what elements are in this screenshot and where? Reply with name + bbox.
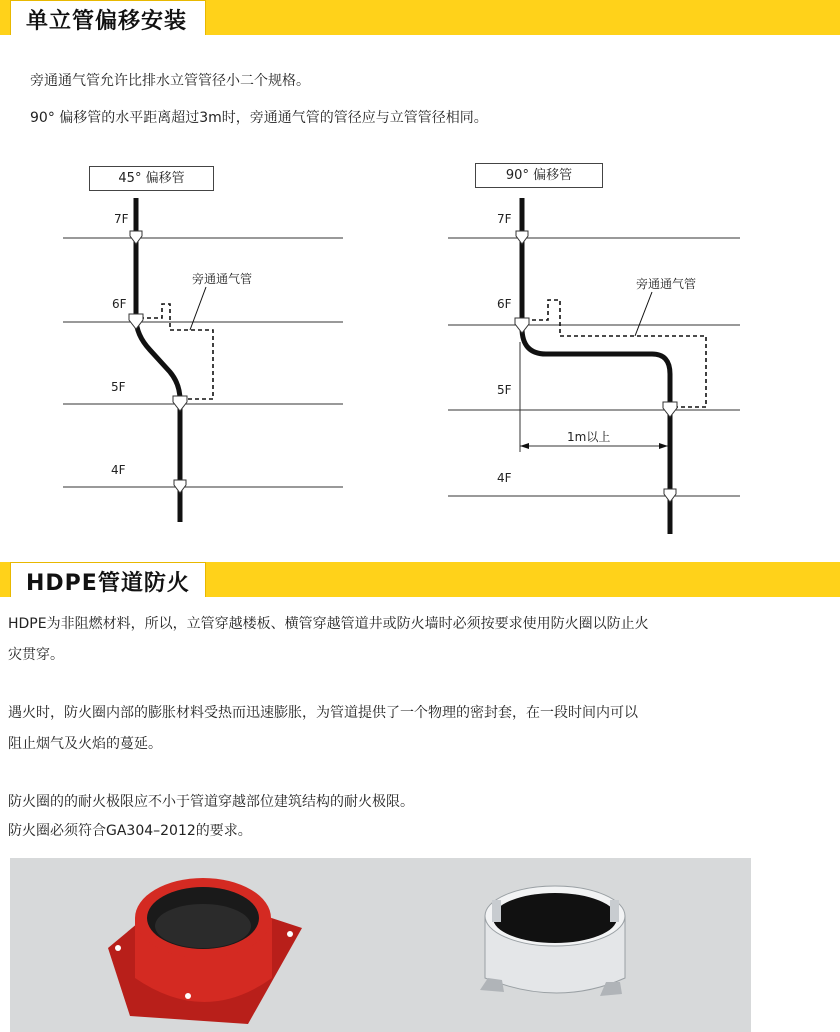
paragraph-bypass-size: 旁通通气管允许比排水立管管径小二个规格。 [30,73,310,89]
dimension-arrow-left [520,443,529,449]
right-floor-label-6f: 6F [497,297,512,311]
steel-collar-tab [492,900,501,922]
section-title-offset: 单立管偏移安装 [26,9,188,34]
right-bypass-leader [635,292,652,336]
paragraph-fire-2b: 阻止烟气及火焰的蔓延。 [8,736,162,752]
left-floor-label-6f: 6F [112,297,127,311]
dimension-arrow-right [659,443,668,449]
fire-collar-photo [10,858,751,1032]
right-fitting-4f [664,489,676,502]
flange-hole [185,993,191,999]
left-box-label: 45° 偏移管 [89,166,214,191]
paragraph-offset-distance: 90° 偏移管的水平距离超过3m时，旁通通气管的管径应与立管管径相同。 [30,110,488,126]
right-floor-lines [448,238,740,496]
steel-fire-collar-image [480,886,625,996]
left-fitting-7f [130,231,142,244]
right-main-pipe [522,198,670,534]
right-fittings [515,231,677,502]
section-title-fire: HDPE管道防火 [26,571,190,596]
right-floor-label-7f: 7F [497,212,512,226]
paragraph-fire-3b: 防火圈必须符合GA304–2012的要求。 [8,823,252,839]
steel-collar-opening [493,893,617,943]
right-floor-label-4f: 4F [497,471,512,485]
section-banner-fire [0,562,840,597]
paragraph-fire-1b: 灾贯穿。 [8,647,64,663]
right-floor-label-5f: 5F [497,383,512,397]
left-floor-label-4f: 4F [111,463,126,477]
right-fitting-6f [515,318,529,333]
steel-collar-tab [610,900,619,922]
left-bypass-label: 旁通通气管 [192,272,253,286]
left-fitting-4f [174,480,186,493]
left-fitting-6f [129,314,143,329]
flange-hole [115,945,121,951]
paragraph-fire-3a: 防火圈的的耐火极限应不小于管道穿越部位建筑结构的耐火极限。 [8,794,414,810]
left-floor-label-7f: 7F [114,212,129,226]
right-box-label: 90° 偏移管 [475,163,603,188]
paragraph-fire-1a: HDPE为非阻燃材料，所以，立管穿越楼板、横管穿越管道井或防火墙时必须按要求使用防火圈以防止火 [8,616,649,632]
paragraph-fire-2a: 遇火时，防火圈内部的膨胀材料受热而迅速膨胀，为管道提供了一个物理的密封套，在一段时间内可以 [8,705,638,721]
left-floor-label-5f: 5F [111,380,126,394]
right-dimension-label: 1m以上 [567,430,611,444]
flange-hole [287,931,293,937]
right-bypass-label: 旁通通气管 [636,277,697,291]
left-main-pipe [136,198,180,522]
right-fitting-5f [663,402,677,417]
left-fitting-5f [173,396,187,411]
right-fitting-7f [516,231,528,244]
red-fire-collar-image [108,878,302,1024]
steel-collar-bracket [480,978,504,992]
left-bypass-leader [190,287,206,330]
fire-collar-illustrations [10,858,751,1032]
red-collar-inner [155,904,251,948]
